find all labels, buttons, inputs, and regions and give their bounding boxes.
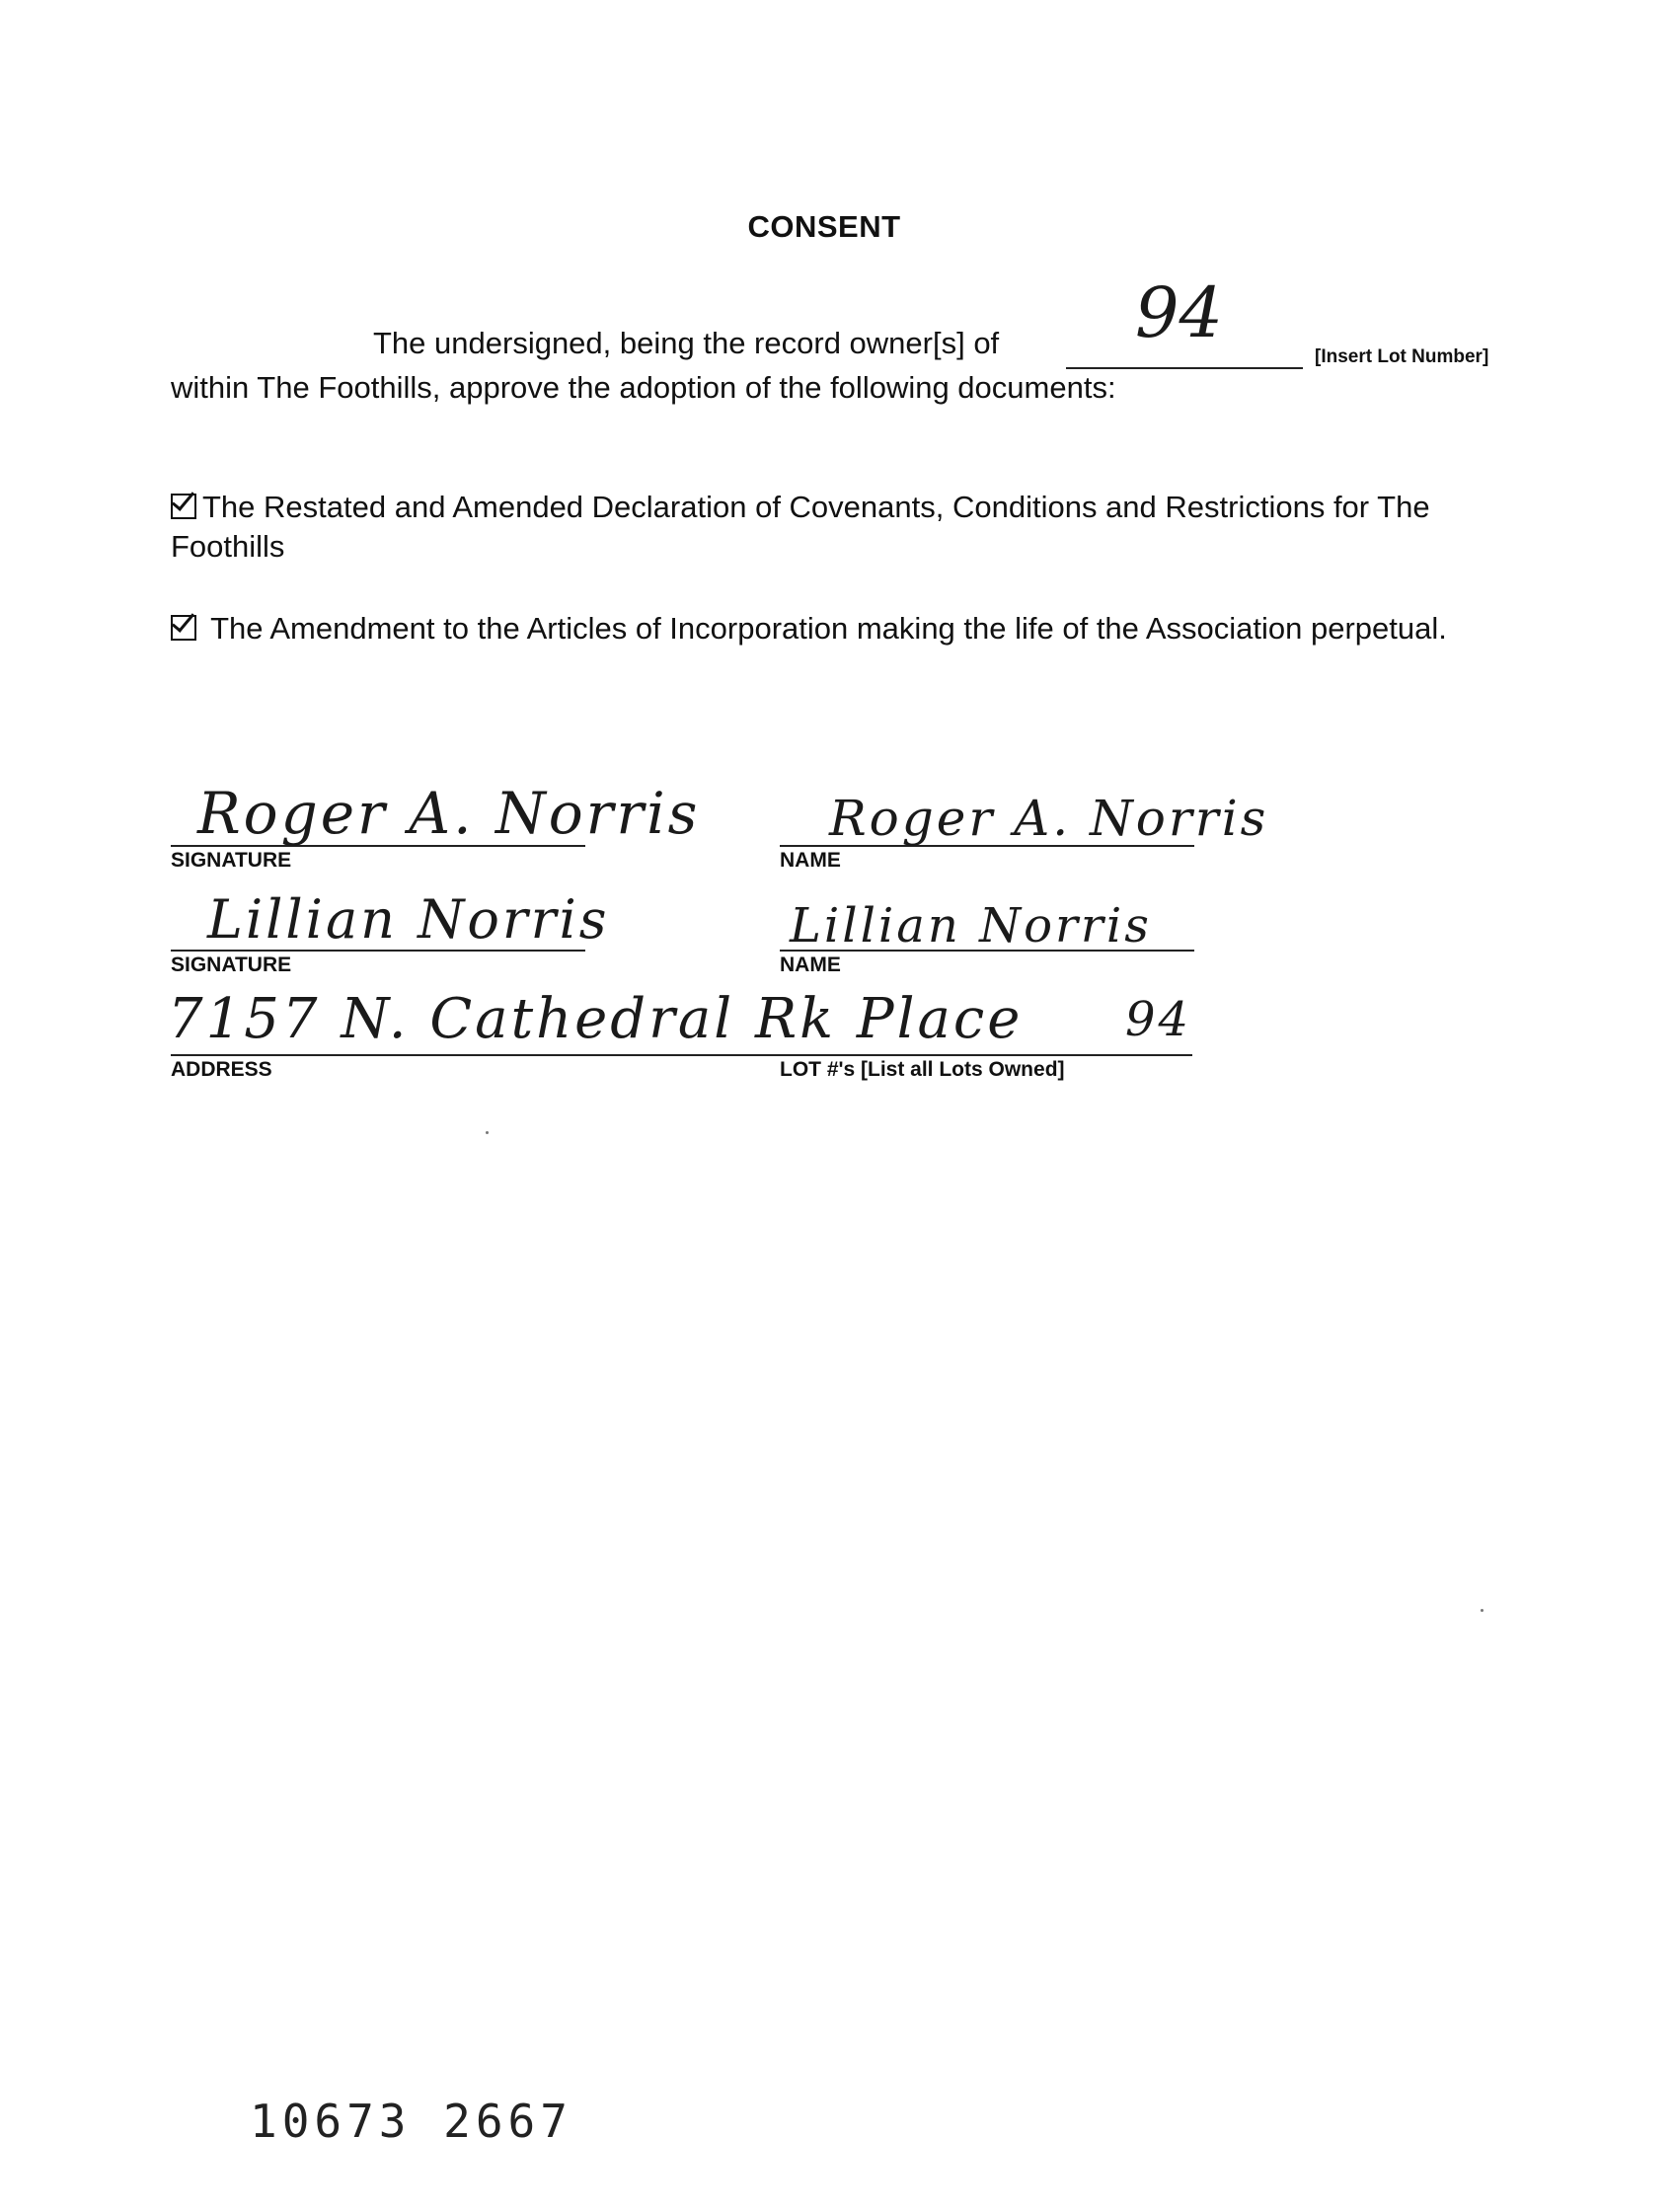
insert-lot-note: [Insert Lot Number] (1315, 346, 1489, 367)
checkbox-checked-icon[interactable] (171, 494, 196, 519)
item-amendment-text: The Amendment to the Articles of Incorporation making the life of the Association perpetual. (210, 611, 1447, 646)
checkbox-checked-icon[interactable] (171, 615, 196, 641)
lots-label: LOT #'s [List all Lots Owned] (780, 1058, 1065, 1081)
intro-line-2: within The Foothills, approve the adoption of the following documents: (171, 370, 1116, 405)
address-handwritten: 7157 N. Cathedral Rk Place (168, 987, 1024, 1051)
address-line[interactable] (171, 1054, 1192, 1056)
signature-2-handwritten: Lillian Norris (207, 888, 610, 951)
item-declaration (171, 488, 1493, 567)
document-title: CONSENT (747, 209, 901, 244)
lots-handwritten: 94 (1125, 992, 1192, 1047)
signature-label-2: SIGNATURE (171, 953, 292, 976)
address-label: ADDRESS (171, 1058, 272, 1081)
name-2-handwritten: Lillian Norris (790, 898, 1152, 953)
item-declaration-text: The Restated and Amended Declaration of Covenants, Conditions and Restrictions for The Foothills (171, 490, 1430, 564)
lot-number-handwritten: 94 (1135, 272, 1224, 353)
intro-line-1: The undersigned, being the record owner[s] of (373, 326, 1000, 360)
signature-1-handwritten: Roger A. Norris (197, 780, 701, 847)
document-number: 10673 2667 (250, 2095, 572, 2148)
scan-speck (486, 1131, 489, 1134)
signature-label-1: SIGNATURE (171, 849, 292, 872)
item-amendment (171, 609, 1493, 648)
name-label-2: NAME (780, 953, 841, 976)
name-label-1: NAME (780, 849, 841, 872)
name-1-handwritten: Roger A. Norris (829, 790, 1269, 847)
scan-speck (1481, 1609, 1484, 1612)
